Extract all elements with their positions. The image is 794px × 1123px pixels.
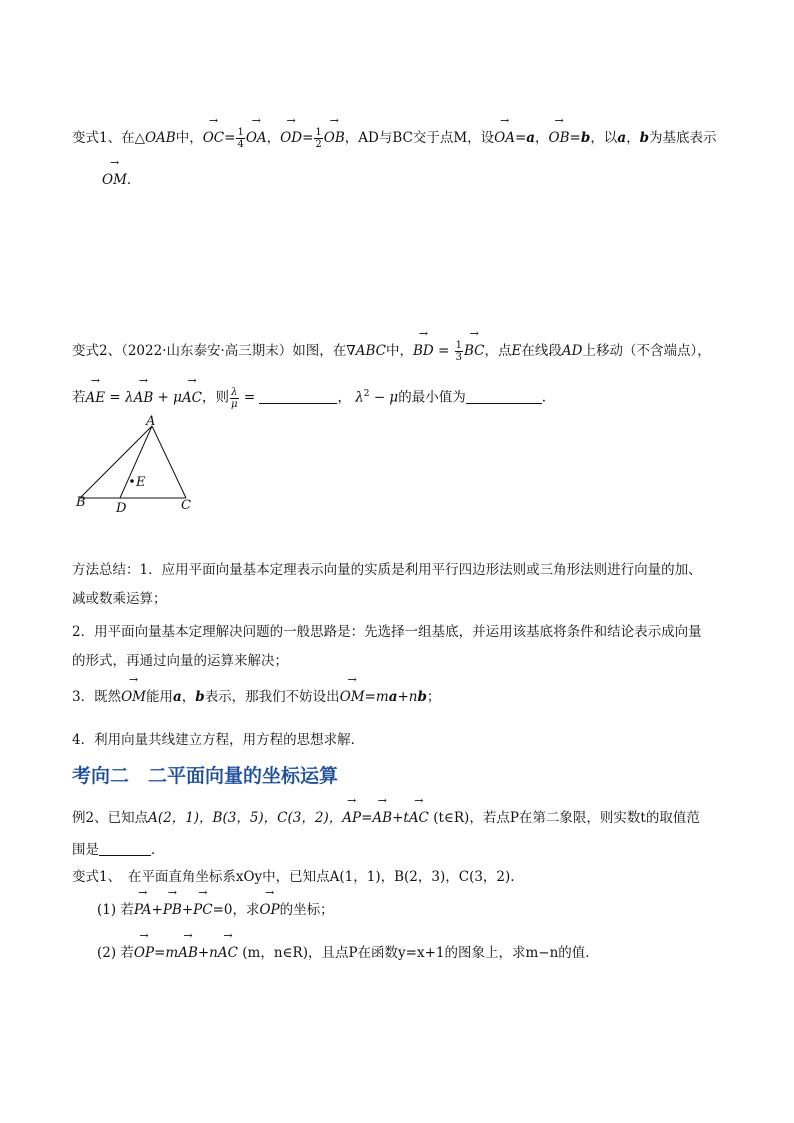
label-b: B [76, 495, 86, 510]
vector-ab-3: → AB [178, 943, 198, 963]
vector-op: → OP [259, 900, 279, 920]
vector-om-3: → OM [340, 687, 365, 707]
vector-op-2: → OP [134, 943, 154, 963]
vector-oa: → OA [246, 128, 267, 148]
vector-ac-3: → AC [218, 943, 238, 963]
point-e [130, 479, 134, 483]
vector-pb: → PB [163, 900, 182, 920]
vector-pc: → PC [193, 900, 212, 920]
triangle-figure [70, 414, 210, 518]
answer-blank-2[interactable] [466, 389, 542, 404]
fraction-one-half: $\frac{1}{2}$ [315, 127, 322, 150]
vector-ab: → AB [134, 388, 154, 408]
fraction-lambda-over-mu: $\frac{\lambda}{\mu}$ [231, 386, 238, 410]
vector-ap: → AP [342, 808, 361, 828]
summary-p1: 方法总结：1．应用平面向量基本定理表示向量的实质是利用平行四边形法则或三角形法则进行向量的加、 [72, 562, 702, 578]
summary-p2b: 的形式，再通过向量的运算来解决； [72, 653, 288, 669]
variant2-line1: 变式2、（2022·山东泰安·高三期末）如图，在∇ABC中，→ BD = $\frac{1}{3}$ → BC，点E在线段AD上移动（不含端点）， [72, 340, 711, 363]
answer-blank-1[interactable] [259, 389, 337, 404]
label-e: E [136, 475, 146, 490]
vector-ac-2: → AC [409, 808, 429, 828]
label-c: C [181, 498, 191, 513]
variant3-line: 变式1、 在平面直角坐标系xOy中，已知点A(1，1)，B(2，3)，C(3，2). [72, 869, 515, 885]
side-ac [152, 426, 186, 498]
summary-p2: 2．用平面向量基本定理解决问题的一般思路是：先选择一组基底，并运用该基底将条件和结论表示成向量 [72, 624, 702, 640]
question-1: (1) 若→ PA+→ PB+→ PC=0，求→ OP的坐标； [97, 900, 334, 920]
summary-p4: 4．利用向量共线建立方程，用方程的思想求解． [72, 732, 365, 748]
vector-om: → OM [102, 170, 127, 190]
vector-ac: → AC [182, 388, 202, 408]
fraction-one-third: $\frac{1}{3}$ [455, 340, 462, 363]
variant1-line1: 变式1、在△OAB中，→ OC= $\frac{1}{4}$ → OA，→ OD= $\frac{1}{2}$ → OB，AD与BC交于点M，设→ OA=a，→ OB=b，以a，b为基底表示 [72, 127, 717, 150]
vector-bc: → BC [464, 341, 485, 361]
section-heading: 考向二 二平面向量的坐标运算 [72, 765, 339, 787]
label-a: A [146, 414, 156, 429]
question-2: (2) 若→ OP=m→ AB+n→ AC (m，n∈R)，且点P在函数y=x+1的图象上，求m−n的值． [97, 943, 599, 963]
vector-ob: → OB [324, 128, 345, 148]
answer-blank-3[interactable] [99, 841, 151, 856]
summary-p3: 3．既然→ OM能用a，b表示，那我们不妨设出→ OM=ma+nb； [72, 687, 440, 707]
vector-oa-2: → OA [494, 128, 515, 148]
vector-oc: → OC [203, 128, 224, 148]
vector-ob-2: → OB [549, 128, 570, 148]
fraction-one-quarter: $\frac{1}{4}$ [237, 127, 244, 150]
example2-line1: 例2、已知点A(2，1)，B(3，5)，C(3，2)，→ AP=→ AB+t→ AC (t∈R)，若点P在第二象限，则实数t的取值范 [72, 808, 700, 828]
vector-bd: → BD [413, 341, 434, 361]
vector-od: → OD [280, 128, 302, 148]
vector-pa: → PA [134, 900, 152, 920]
vector-ae: → AE [86, 388, 106, 408]
summary-p1b: 减或数乘运算； [72, 591, 167, 607]
example2-line2: 围是 ． [72, 842, 165, 858]
vector-om-2: → OM [121, 687, 146, 707]
variant2-line2: 若→ AE = λ→ AB + μ→ AC，则 $\frac{\lambda}{\mu}$ = ， $\lambda^2 - \mu$的最小值为 . [72, 384, 546, 410]
vector-ab-2: → AB [372, 808, 392, 828]
variant1-line2: → OM. [102, 170, 131, 190]
label-d: D [116, 501, 127, 516]
